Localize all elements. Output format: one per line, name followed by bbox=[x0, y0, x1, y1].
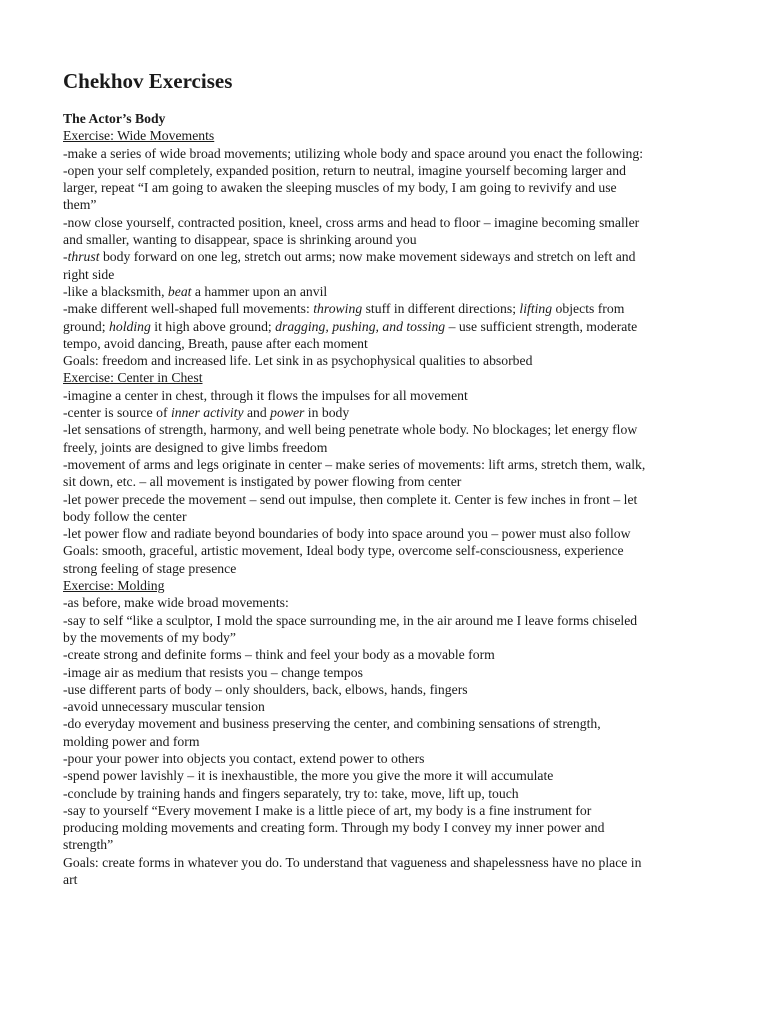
exercise-line: -make a series of wide broad movements; utilizing whole body and space around you enact the following: bbox=[63, 145, 644, 161]
exercise-line: -pour your power into objects you contact, extend power to others bbox=[63, 750, 425, 766]
exercise-line: -use different parts of body – only shoulders, back, elbows, hands, fingers bbox=[63, 681, 468, 697]
emphasized-term: holding bbox=[109, 318, 151, 334]
exercise-line: -let power flow and radiate beyond boundaries of body into space around you – power must also follow bbox=[63, 526, 631, 542]
exercise-section bbox=[63, 369, 713, 577]
emphasized-term: power bbox=[270, 405, 305, 421]
exercise-line: -let sensations of strength, harmony, and well being penetrate whole body. No blockages; let energy flow bbox=[63, 422, 638, 438]
exercise-title: Exercise: Center in Chest bbox=[63, 370, 203, 386]
exercise-line: -make different well-shaped full movements: throwing stuff in different directions; lifting objects from bbox=[63, 301, 625, 317]
exercise-line: -conclude by training hands and fingers separately, try to: take, move, lift up, touch bbox=[63, 785, 519, 801]
emphasized-term: beat bbox=[167, 283, 192, 299]
exercise-line: -let power precede the movement – send out impulse, then complete it. Center is few inches in front – let bbox=[63, 491, 638, 507]
exercise-title: Exercise: Wide Movements bbox=[63, 128, 215, 144]
exercise-line: -image air as medium that resists you – change tempos bbox=[63, 664, 363, 680]
emphasized-term: inner activity bbox=[170, 405, 244, 421]
exercise-line: -avoid unnecessary muscular tension bbox=[63, 699, 265, 715]
document-body bbox=[63, 110, 713, 888]
exercise-line: strong feeling of stage presence bbox=[63, 560, 237, 576]
section-heading: The Actor’s Body bbox=[63, 111, 166, 126]
exercise-line: -now close yourself, contracted position, kneel, cross arms and head to floor – imagine becoming smaller bbox=[63, 214, 640, 230]
exercise-line: -center is source of inner activity and power in body bbox=[63, 405, 350, 421]
exercise-line: -like a blacksmith, beat a hammer upon an anvil bbox=[63, 283, 328, 299]
document-title: Chekhov Exercises bbox=[63, 69, 233, 93]
exercise-line: art bbox=[63, 872, 78, 888]
exercise-line: -movement of arms and legs originate in center – make series of movements: lift arms, stretch them, walk, bbox=[63, 456, 646, 472]
exercise-line: strength” bbox=[63, 837, 114, 853]
exercise-line: -imagine a center in chest, through it flows the impulses for all movement bbox=[63, 387, 468, 403]
exercise-line: sit down, etc. – all movement is instigated by power flowing from center bbox=[63, 474, 462, 490]
exercise-line: -say to self “like a sculptor, I mold the space surrounding me, in the air around me I leave forms chiseled bbox=[63, 612, 638, 628]
exercise-section bbox=[63, 577, 713, 888]
exercise-line: body follow the center bbox=[63, 508, 187, 524]
exercise-line: ground; holding it high above ground; dragging, pushing, and tossing – use sufficient strength, moderate bbox=[63, 318, 638, 334]
exercise-line: -create strong and definite forms – think and feel your body as a movable form bbox=[63, 647, 495, 663]
emphasized-term: lifting bbox=[519, 301, 553, 317]
exercise-line: them” bbox=[63, 197, 97, 213]
exercise-line: -say to yourself “Every movement I make is a little piece of art, my body is a fine instrument for bbox=[63, 802, 592, 818]
exercise-title: Exercise: Molding bbox=[63, 578, 165, 594]
exercise-line: Goals: create forms in whatever you do. To understand that vagueness and shapelessness have no place in bbox=[63, 854, 642, 870]
exercise-line: freely, joints are designed to give limbs freedom bbox=[63, 439, 328, 455]
exercise-line: Goals: freedom and increased life. Let sink in as psychophysical qualities to absorbed bbox=[63, 353, 533, 369]
emphasized-term: dragging, pushing, and tossing bbox=[275, 318, 446, 334]
exercise-line: and smaller, wanting to disappear, space is shrinking around you bbox=[63, 232, 417, 248]
emphasized-term: throwing bbox=[313, 301, 363, 317]
exercise-line: -open your self completely, expanded position, return to neutral, imagine yourself becoming larger and bbox=[63, 162, 626, 178]
exercise-line: larger, repeat “I am going to awaken the sleeping muscles of my body, I am going to revivify and use bbox=[63, 180, 617, 196]
exercise-line: -thrust body forward on one leg, stretch out arms; now make movement sideways and stretch on left and bbox=[63, 249, 636, 265]
exercise-line: right side bbox=[63, 266, 115, 282]
exercise-list bbox=[63, 127, 713, 888]
exercise-line: -do everyday movement and business preserving the center, and combining sensations of strength, bbox=[63, 716, 601, 732]
exercise-line: tempo, avoid dancing, Breath, pause after each moment bbox=[63, 335, 368, 351]
emphasized-term: thrust bbox=[67, 249, 100, 265]
exercise-line: molding power and form bbox=[63, 733, 200, 749]
exercise-line: producing molding movements and creating form. Through my body I convey my inner power and bbox=[63, 820, 605, 836]
exercise-section bbox=[63, 127, 713, 369]
exercise-line: -as before, make wide broad movements: bbox=[63, 595, 289, 611]
exercise-line: -spend power lavishly – it is inexhaustible, the more you give the more it will accumulate bbox=[63, 768, 554, 784]
exercise-line: by the movements of my body” bbox=[63, 629, 236, 645]
exercise-line: Goals: smooth, graceful, artistic movement, Ideal body type, overcome self-consciousness, experience bbox=[63, 543, 624, 559]
